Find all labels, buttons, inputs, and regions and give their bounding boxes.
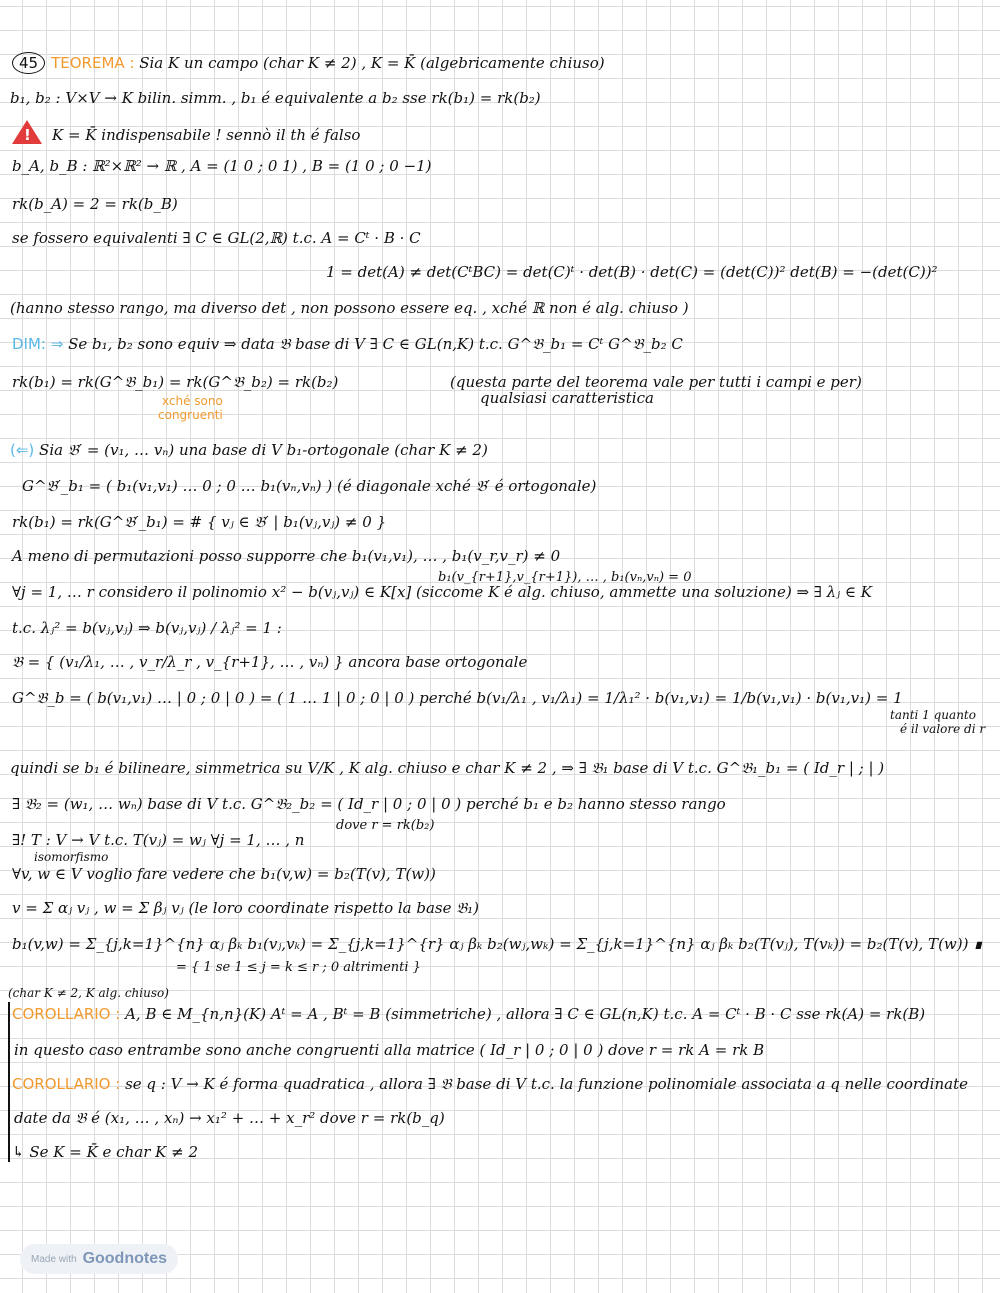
- note-line-l33: [12, 934, 983, 954]
- note-line-l21: [12, 618, 282, 638]
- note-text: DIM: ⇒: [12, 335, 69, 353]
- note-text: dove r = rk(b₂): [336, 818, 435, 833]
- note-text: K = K̄ indispensabile ! sennò il th é falso: [52, 126, 361, 144]
- note-line-l12: [480, 388, 654, 408]
- note-text: Sia 𝔅′ = (v₁, … vₙ) una base di V b₁-ortogonale (char K ≠ 2): [34, 441, 488, 459]
- note-text: rk(b₁) = rk(G^𝔅′_b₁) = # { vⱼ ∈ 𝔅′ | b₁(vⱼ,vⱼ) ≠ 0 }: [12, 513, 387, 531]
- note-text: 1 = det(A) ≠ det(CᵗBC) = det(C)ᵗ · det(B) · det(C) = (det(C))² det(B) = −(det(C))²: [326, 263, 938, 281]
- note-text: COROLLARIO :: [12, 1005, 126, 1023]
- note-line-l04: [12, 156, 432, 176]
- note-line-l02: [10, 88, 541, 108]
- note-text: b_A, b_B : ℝ²×ℝ² → ℝ , A = (1 0 ; 0 1) , B = (1 0 ; 0 −1): [12, 157, 432, 175]
- note-line-l20: [12, 582, 872, 602]
- note-text: 𝔅 = { (v₁/λ₁, … , v_r/λ_r , v_{r+1}, … , vₙ) } ancora base ortogonale: [12, 653, 528, 671]
- note-text: b₁, b₂ : V×V → K bilin. simm. , b₁ é equivalente a b₂ sse rk(b₁) = rk(b₂): [10, 89, 541, 107]
- note-text: ↳ Se K = K̄ e char K ≠ 2: [12, 1143, 198, 1161]
- note-line-l06: [12, 228, 421, 248]
- note-line-l26: [10, 758, 884, 778]
- note-line-l08: [10, 298, 689, 318]
- note-line-l34: [176, 956, 421, 978]
- note-line-l25: [900, 718, 985, 738]
- note-text: é il valore di r: [900, 722, 986, 736]
- note-text: quindi se b₁ é bilineare, simmetrica su V/K , K alg. chiuso e char K ≠ 2 , ⇒ ∃ 𝔅₁ base di V t.c. G^𝔅₁_b₁ = ( Id_r | ; | ): [10, 759, 885, 777]
- note-text: date da 𝔅 é (x₁, … , xₙ) → x₁² + … + x_r² dove r = rk(b_q): [14, 1109, 445, 1127]
- note-text: b₁(v_{r+1},v_{r+1}), … , b₁(vₙ,vₙ) = 0: [438, 570, 692, 585]
- note-line-l35: [8, 982, 169, 1002]
- note-line-l17: [12, 512, 386, 532]
- note-text: (⇐): [10, 441, 35, 459]
- note-text: 45: [12, 52, 45, 74]
- note-line-l07: [326, 262, 938, 282]
- note-text: Se b₁, b₂ sono equiv ⇒ data 𝔅 base di V ∃ C ∈ GL(n,K) t.c. G^𝔅_b₁ = Cᵗ G^𝔅_b₂ C: [68, 335, 683, 353]
- note-text: COROLLARIO :: [12, 1075, 126, 1093]
- note-text: se q : V → K é forma quadratica , allora ∃ 𝔅 base di V t.c. la funzione polinomiale associata a q nelle coordinate: [125, 1075, 968, 1093]
- note-line-l05: [12, 194, 178, 214]
- note-text: (questa parte del teorema vale per tutti i campi e per): [450, 373, 862, 391]
- note-text: isomorfismo: [34, 850, 109, 864]
- note-text: xché sono: [162, 394, 223, 408]
- note-line-l16: [22, 476, 596, 496]
- note-line-l37: [14, 1040, 764, 1060]
- note-line-l39: [14, 1108, 445, 1128]
- note-line-l15: [10, 440, 488, 460]
- note-line-l31: [12, 864, 436, 884]
- note-text: in questo caso entrambe sono anche congruenti alla matrice ( Id_r | 0 ; 0 | 0 ) dove r = rk A = rk B: [14, 1041, 765, 1059]
- note-line-l03: [12, 120, 360, 145]
- note-line-l28: [336, 814, 434, 836]
- note-text: TEOREMA :: [51, 54, 140, 72]
- warning-icon: [12, 120, 42, 144]
- note-text: rk(b₁) = rk(G^𝔅_b₁) = rk(G^𝔅_b₂) = rk(b₂): [12, 373, 339, 391]
- note-text: qualsiasi caratteristica: [480, 389, 654, 407]
- note-line-l27: [12, 794, 726, 814]
- note-line-l32: [12, 898, 479, 918]
- note-text: t.c. λⱼ² = b(vⱼ,vⱼ) ⇒ b(vⱼ,vⱼ) / λⱼ² = 1 :: [12, 619, 282, 637]
- note-text: A meno di permutazioni posso supporre che b₁(v₁,v₁), … , b₁(v_r,v_r) ≠ 0: [12, 547, 561, 565]
- goodnotes-watermark: [20, 1244, 178, 1274]
- note-text: congruenti: [158, 408, 223, 422]
- note-text: rk(b_A) = 2 = rk(b_B): [12, 195, 178, 213]
- note-line-l36: [12, 1004, 925, 1024]
- note-line-l40: [12, 1142, 198, 1162]
- note-text: ∃! T : V → V t.c. T(vⱼ) = wⱼ ∀j = 1, … , n: [12, 831, 305, 849]
- note-text: ∃ 𝔅₂ = (w₁, … wₙ) base di V t.c. G^𝔅₂_b₂ = ( Id_r | 0 ; 0 | 0 ) perché b₁ e b₂ hanno stesso rango: [12, 795, 726, 813]
- note-line-l14: [158, 404, 223, 424]
- note-line-l30: [34, 846, 108, 866]
- note-text: ∀j = 1, … r considero il polinomio x² − b(vⱼ,vⱼ) ∈ K[x] (siccome K é alg. chiuso, ammette una soluzione) ⇒ ∃ λⱼ ∈ K: [12, 583, 872, 601]
- note-line-l09: [12, 334, 683, 354]
- note-text: (hanno stesso rango, ma diverso det , non possono essere eq. , xché ℝ non é alg. chiuso ): [10, 299, 689, 317]
- note-line-l23: [12, 688, 903, 708]
- note-text: se fossero equivalenti ∃ C ∈ GL(2,ℝ) t.c. A = Cᵗ · B · C: [12, 229, 421, 247]
- note-text: b₁(v,w) = Σ_{j,k=1}^{n} αⱼ βₖ b₁(vⱼ,vₖ) = Σ_{j,k=1}^{r} αⱼ βₖ b₂(wⱼ,wₖ) = Σ_{j,k=1}^{n} αⱼ βₖ b₂(T(vⱼ), T(vₖ)) = b₂(T(v), T(w)) ∎: [12, 935, 983, 953]
- note-text: A, B ∈ M_{n,n}(K) Aᵗ = A , Bᵗ = B (simmetriche) , allora ∃ C ∈ GL(n,K) t.c. A = Cᵗ · B · C sse rk(A) = rk(B): [125, 1005, 926, 1023]
- note-text: ∀v, w ∈ V voglio fare vedere che b₁(v,w) = b₂(T(v), T(w)): [12, 865, 436, 883]
- note-line-l38: [12, 1074, 968, 1094]
- note-text: G^𝔅′_b₁ = ( b₁(v₁,v₁) … 0 ; 0 … b₁(vₙ,vₙ) ) (é diagonale xché 𝔅′ é ortogonale): [22, 477, 597, 495]
- note-line-l18: [12, 546, 560, 566]
- note-text: v = Σ αⱼ vⱼ , w = Σ βⱼ vⱼ (le loro coordinate rispetto la base 𝔅₁): [12, 899, 479, 917]
- corollary-margin-bar: [8, 1002, 10, 1162]
- note-text: G^𝔅_b = ( b(v₁,v₁) … | 0 ; 0 | 0 ) = ( 1 … 1 | 0 ; 0 | 0 ) perché b(v₁/λ₁ , v₁/λ₁) = 1/λ₁² · b(v₁,v₁) = 1/b(v₁,v₁) · b(v₁,v₁) = 1: [12, 689, 903, 707]
- note-text: tanti 1 quanto: [890, 708, 976, 722]
- watermark-brand: Goodnotes: [82, 1250, 167, 1267]
- note-line-l10: [12, 372, 338, 392]
- watermark-prefix: Made with: [30, 1253, 77, 1265]
- note-text: (char K ≠ 2, K alg. chiuso): [8, 986, 169, 1000]
- note-text: Sia K un campo (char K ≠ 2) , K = K̄ (algebricamente chiuso): [139, 54, 605, 72]
- note-line-l01: [12, 52, 605, 74]
- note-text: = { 1 se 1 ≤ j = k ≤ r ; 0 altrimenti }: [176, 960, 421, 975]
- note-line-l22: [12, 652, 527, 672]
